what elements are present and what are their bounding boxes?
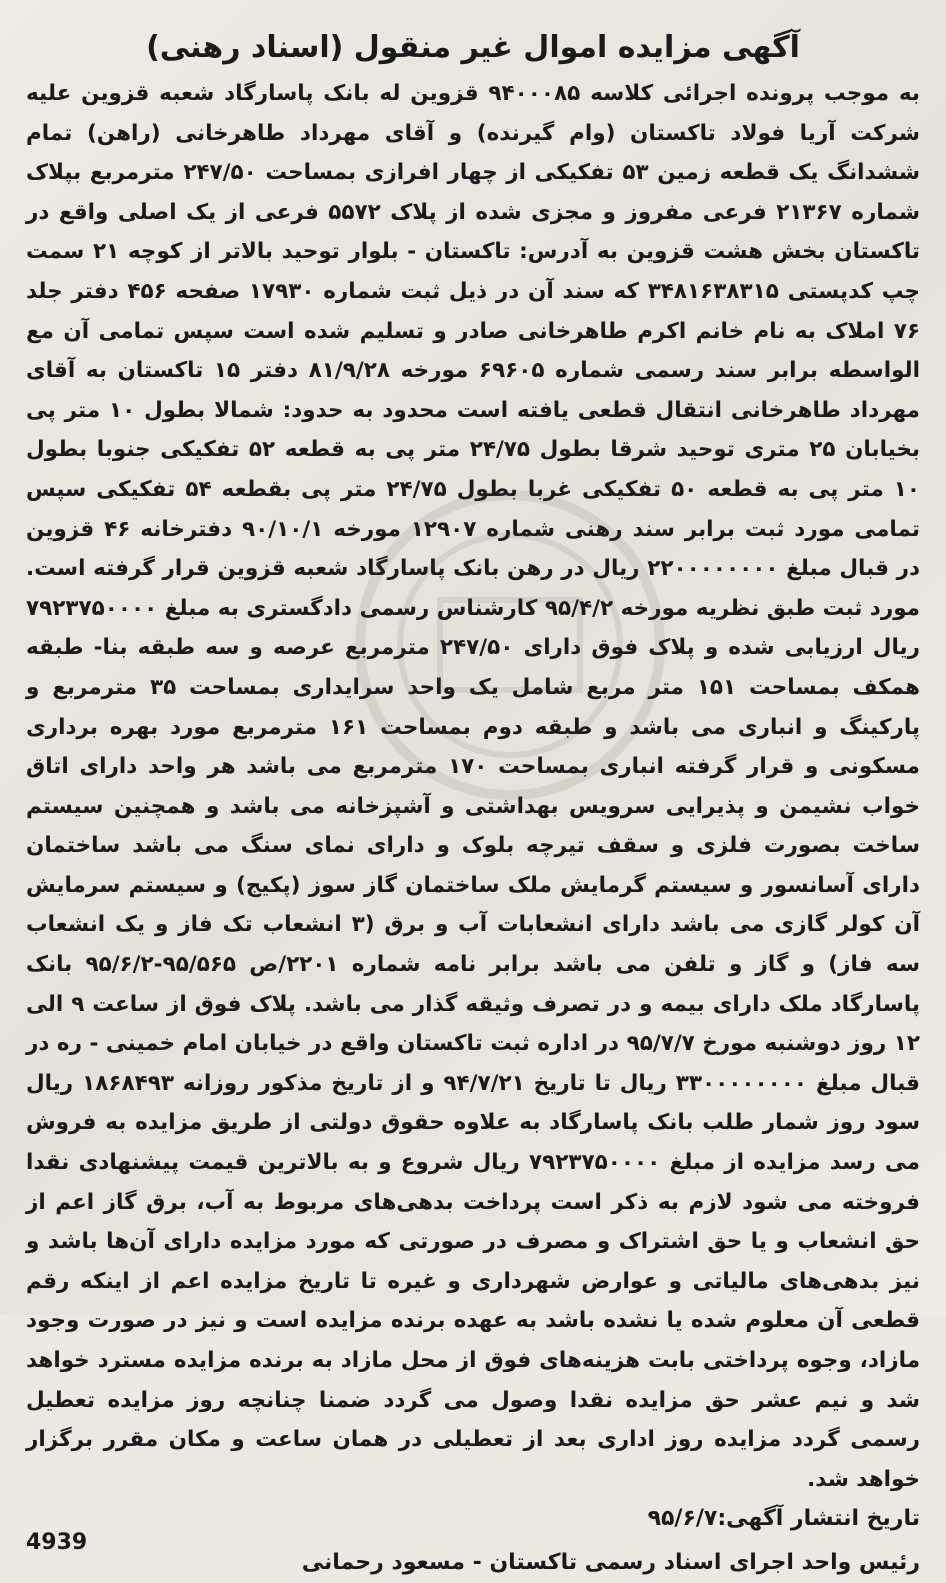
notice-body: به موجب پرونده اجرائی کلاسه ۹۴۰۰۰۸۵ قزوین له بانک پاسارگاد شعبه قزوین علیه شرکت آریا فولاد تاکستان (وام گیرنده) و آقای مهرداد طاهرخانی (راهن) تمام ششدانگ یک قطعه زمین ۵۳ تفکیکی از چهار افرازی بمساحت ۲۴۷/۵۰ مترمربع بپلاک شماره ۲۱۳۶۷ فرعی مفروز و مجزی شده از پلاک ۵۵۷۲ فرعی از یک اصلی واقع در تاکستان بخش هشت قزوین به آدرس: تاکستان - بلوار توحید بالاتر از کوچه ۲۱ سمت چپ کدپستی ۳۴۸۱۶۳۸۳۱۵ که سند آن در ذیل ثبت شماره ۱۷۹۳۰ صفحه ۴۵۶ دفتر جلد ۷۶ املاک به نام خانم اکرم طاهرخانی صادر و تسلیم شده است سپس تمامی آن مع الواسطه برابر سند رسمی شماره ۶۹۶۰۵ مورخه ۸۱/۹/۲۸ دفتر ۱۵ تاکستان به آقای مهرداد طاهرخانی انتقال قطعی یافته است محدود به حدود: شمالا بطول ۱۰ متر پی بخیابان ۲۵ متری توحید شرقا بطول ۲۴/۷۵ متر پی به قطعه ۵۲ تفکیکی جنوبا بطول ۱۰ متر پی به قطعه ۵۰ تفکیکی غربا بطول ۲۴/۷۵ متر پی بقطعه ۵۴ تفکیکی سپس تمامی مورد ثبت برابر سند رهنی شماره ۱۲۹۰۷ مورخه ۹۰/۱۰/۱ دفترخانه ۴۶ قزوین در قبال مبلغ ۲۲۰۰۰۰۰۰۰۰ ریال در رهن بانک پاسارگاد شعبه قزوین قرار گرفته است. مورد ثبت طبق نظریه مورخه ۹۵/۴/۲ کارشناس رسمی دادگستری به مبلغ ۷۹۲۳۷۵۰۰۰۰ ریال ارزیابی شده و پلاک فوق دارای ۲۴۷/۵۰ مترمربع عرصه و سه طبقه بنا- طبقه همکف بمساحت ۱۵۱ متر مربع شامل یک واحد سرایداری بمساحت ۳۵ مترمربع و پارکینگ و انباری می باشد و طبقه دوم بمساحت ۱۶۱ مترمربع مورد بهره برداری مسکونی و قرار گرفته انباری بمساحت ۱۷۰ مترمربع می باشد هر واحد دارای اتاق خواب نشیمن و پذیرایی سرویس بهداشتی و آشپزخانه می باشد و همچنین سیستم ساخت بصورت فلزی و سقف تیرچه بلوک و دارای نمای سنگ می باشد ساختمان دارای آسانسور و سیستم گرمایش ملک ساختمان گاز سوز (پکیج) و سیستم سرمایش آن کولر گازی می باشد دارای انشعابات آب و برق (۳ انشعاب تک فاز و یک انشعاب سه فاز) و گاز و تلفن می باشد برابر نامه شماره ۲۲۰۱/ص ۹۵/۵۶۵-۹۵/۶/۲ بانک پاسارگاد ملک دارای بیمه و در تصرف وثیقه گذار می باشد. پلاک فوق از ساعت ۹ الی ۱۲ روز دوشنبه مورخ ۹۵/۷/۷ در اداره ثبت تاکستان واقع در خیابان امام خمینی - ره در قبال مبلغ ۳۳۰۰۰۰۰۰۰۰ ریال تا تاریخ ۹۴/۷/۲۱ و از تاریخ مذکور روزانه ۱۸۶۸۴۹۳ ریال سود روز شمار طلب بانک پاسارگاد به علاوه حقوق دولتی از طریق مزایده به فروش می رسد مزایده از مبلغ ۷۹۲۳۷۵۰۰۰۰ ریال شروع و به بالاترین قیمت پیشنهادی نقدا فروخته می شود لازم به ذکر است پرداخت بدهی‌های مربوط به آب، برق گاز اعم از حق انشعاب و یا حق اشتراک و مصرف در صورتی که مورد مزایده دارای آن‌ها باشد و نیز بدهی‌های مالیاتی و عوارض شهرداری و غیره تا تاریخ مزایده اعم از اینکه رقم قطعی آن معلوم شده یا نشده باشد به عهده برنده مزایده است و نیز در صورت وجود مازاد، وجوه پرداختی بابت هزینه‌های فوق از محل مازاد به برنده مزایده مسترد خواهد شد و نیم عشر حق مزایده نقدا وصول می گردد ضمنا چنانچه روز مزایده تعطیل رسمی گردد مزایده روز اداری بعد از تعطیلی در همان ساعت و مکان مقرر برگزار خواهد شد. [26,81,921,1492]
notice-footer [26,1530,920,1583]
notice-code: 4939 [26,1530,88,1556]
notice-title: آگهی مزایده اموال غیر منقول (اسناد رهنی) [146,30,800,65]
publication-date: تاریخ انتشار آگهی:۹۵/۶/۷ [647,1506,920,1532]
signature-line: رئیس واحد اجرای اسناد رسمی تاکستان - مسعود رحمانی [301,1550,920,1576]
